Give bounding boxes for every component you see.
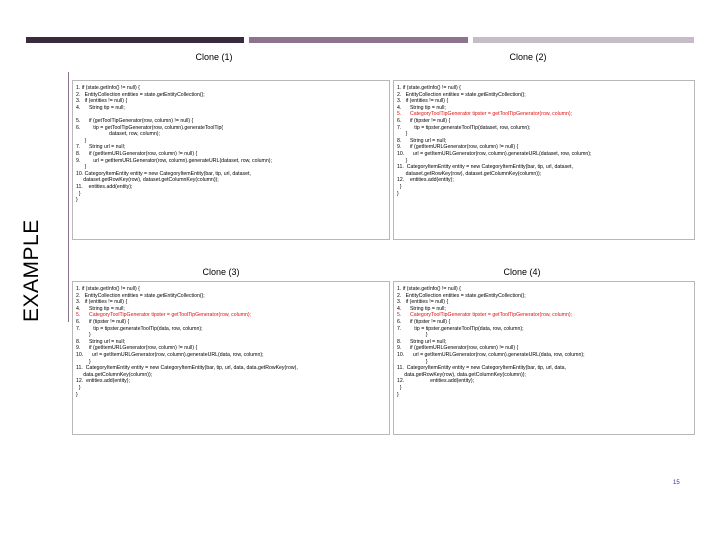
code-line: 5. CategoryToolTipGenerator tipster = getToolTipGenerator(row, column); <box>76 312 252 319</box>
code-line: 1. if (state.getInfo() != null) { <box>397 286 461 292</box>
code-line: 6. if (tipster != null) { <box>397 318 451 325</box>
code-line: 6. tip = getToolTipGenerator(row, column).generateToolTip( <box>76 124 224 131</box>
code-line: 8. String url = null; <box>397 137 447 144</box>
code-line: data.getColumnKey(column)); <box>76 371 153 378</box>
code-line: 7. String url = null; <box>76 144 126 151</box>
code-line: dataset, row, column); <box>76 131 160 138</box>
code-line: } <box>76 137 87 144</box>
code-line: } <box>76 164 87 171</box>
code-line: 9. url = getItemURLGenerator(row, column).generateURL(dataset, row, column); <box>76 157 272 164</box>
code-line: 11. CategoryItemEntity entity = new CategoryItemEntity(bar, tip, url, data, <box>397 365 567 372</box>
clone-1-code <box>76 85 272 204</box>
code-line: 10. CategoryItemEntity entity = new CategoryItemEntity(bar, tip, url, dataset, <box>76 170 251 177</box>
code-line: } <box>397 358 428 365</box>
code-line: } <box>397 183 402 190</box>
code-line: } <box>397 131 408 138</box>
code-line: 4. String tip = null; <box>397 104 446 111</box>
clone-2-code <box>397 85 591 197</box>
code-line: 12. entities.add(entity); <box>397 378 474 385</box>
code-line: } <box>397 391 399 398</box>
code-line: 10. url = getItemURLGenerator(row, column).generateURL(data, row, column); <box>397 351 585 358</box>
code-line: 10. url = getItemURLGenerator(row, column).generateURL(dataset, row, column); <box>397 150 592 157</box>
code-line: 12. entities.add(entity); <box>76 378 130 385</box>
clone-1-title: Clone (1) <box>195 52 233 62</box>
code-line: 5. if (getToolTipGenerator(row, column) != null) { <box>76 117 194 124</box>
code-line <box>76 111 272 118</box>
clone-4-title: Clone (4) <box>503 267 541 277</box>
page-number: 15 <box>673 480 680 486</box>
code-line: 4. String tip = null; <box>76 305 125 312</box>
code-line: } <box>397 190 399 197</box>
code-line: 7. tip = tipster.generateToolTip(data, row, column); <box>397 325 524 332</box>
code-line: 3. if (entities != null) { <box>76 98 128 105</box>
code-line: 8. if (getItemURLGenerator(row, column) != null) { <box>76 150 198 157</box>
code-line: 9. if (getItemURLGenerator(row, column) != null) { <box>397 345 519 352</box>
code-line: 3. if (entities != null) { <box>397 299 449 306</box>
code-line: } <box>76 332 91 339</box>
code-line: data.getRowKey(row), data.getColumnKey(column)); <box>397 371 526 378</box>
code-line: 10. url = getItemURLGenerator(row, column).generateURL(data, row, column); <box>76 351 264 358</box>
code-line: } <box>76 391 78 398</box>
code-line: } <box>397 384 402 391</box>
code-line: 6. if (tipster != null) { <box>76 318 130 325</box>
clone-2-title: Clone (2) <box>509 52 547 62</box>
code-line: 5. CategoryToolTipGenerator tipster = getToolTipGenerator(row, column); <box>397 111 573 118</box>
clone-4-code <box>397 286 585 398</box>
code-line: } <box>76 197 78 204</box>
code-line: } <box>76 384 81 391</box>
code-line: 1. if (state.getInfo() != null) { <box>76 85 140 91</box>
code-line: 5. CategoryToolTipGenerator tipster = getToolTipGenerator(row, column); <box>397 312 573 319</box>
code-line: } <box>76 190 81 197</box>
slide-side-title: EXAMPLE <box>20 219 43 322</box>
code-line: 2. EntityCollection entities = state.getEntityCollection(); <box>76 292 205 299</box>
code-line: } <box>76 358 91 365</box>
code-line: 3. if (entities != null) { <box>76 299 128 306</box>
code-line: 11. CategoryItemEntity entity = new CategoryItemEntity(bar, tip, url, data, data.getRowKey(row), <box>76 365 298 372</box>
clone-3-code <box>76 286 298 398</box>
code-line: 11. entities.add(entity); <box>76 183 133 190</box>
code-line: } <box>397 157 408 164</box>
code-line: dataset.getRowKey(row), dataset.getColumnKey(column)); <box>76 177 219 184</box>
code-line: 4. String tip = null; <box>76 104 125 111</box>
code-line: 11. CategoryItemEntity entity = new CategoryItemEntity(bar, tip, url, dataset, <box>397 164 573 171</box>
code-line: 3. if (entities != null) { <box>397 98 449 105</box>
code-line: 2. EntityCollection entities = state.getEntityCollection(); <box>397 292 526 299</box>
code-line: dataset.getRowKey(row), dataset.getColumnKey(column)); <box>397 170 542 177</box>
code-line: 8. String url = null; <box>76 338 126 345</box>
code-line: 2. EntityCollection entities = state.getEntityCollection(); <box>76 91 205 98</box>
code-line: } <box>397 332 428 339</box>
code-line: 7. tip = tipster.generateToolTip(dataset, row, column); <box>397 124 531 131</box>
code-line: 9. if (getItemURLGenerator(row, column) != null) { <box>397 144 519 151</box>
code-line: 1. if (state.getInfo() != null) { <box>76 286 140 292</box>
clone-3-title: Clone (3) <box>202 267 240 277</box>
code-line: 8. String url = null; <box>397 338 447 345</box>
vertical-divider <box>68 72 69 322</box>
code-line: 9. if (getItemURLGenerator(row, column) != null) { <box>76 345 198 352</box>
code-line: 12. entities.add(entity); <box>397 177 454 184</box>
code-line: 6. if (tipster != null) { <box>397 117 451 124</box>
accent-bar-middle <box>249 37 468 43</box>
code-line: 1. if (state.getInfo() != null) { <box>397 85 461 91</box>
code-line: 4. String tip = null; <box>397 305 446 312</box>
code-line: 2. EntityCollection entities = state.getEntityCollection(); <box>397 91 526 98</box>
accent-bar-right <box>473 37 694 43</box>
code-line: 7. tip = tipster.generateToolTip(data, row, column); <box>76 325 203 332</box>
accent-bar-left <box>26 37 244 43</box>
